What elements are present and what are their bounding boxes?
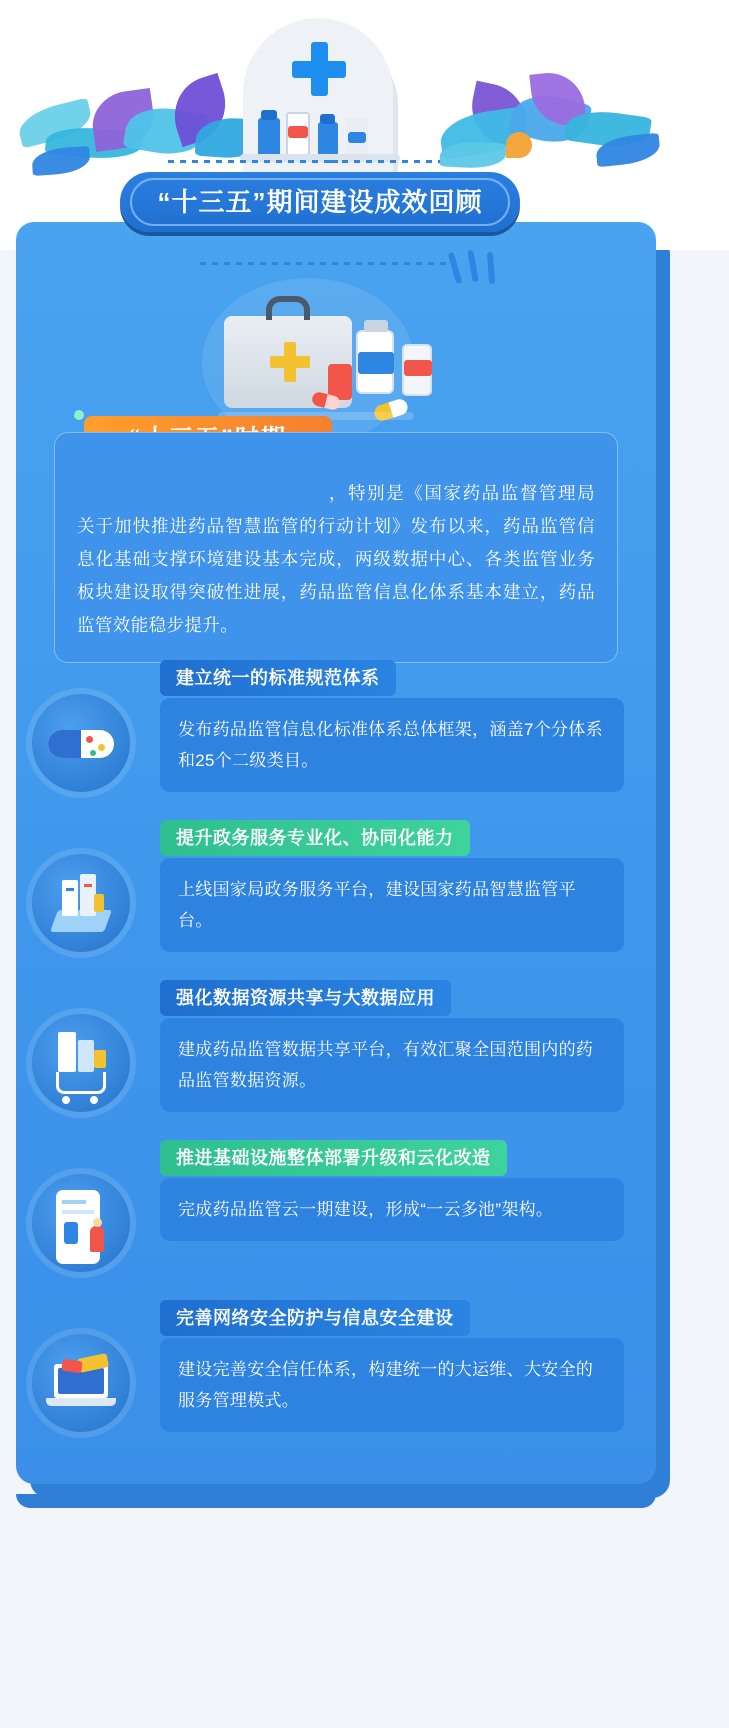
achievement-body: 发布药品监管信息化标准体系总体框架，涵盖7个分体系和25个二级类目。 [160,698,624,792]
orange-accent-shape [506,132,532,158]
achievement-body: 上线国家局政务服务平台，建设国家药品智慧监管平台。 [160,858,624,952]
achievement-title: 强化数据资源共享与大数据应用 [160,980,451,1016]
achievement-title: 提升政务服务专业化、协同化能力 [160,820,470,856]
page-title: “十三五”期间建设成效回顾 [157,187,483,217]
achievement-body: 建成药品监管数据共享平台，有效汇聚全国范围内的药品监管数据资源。 [160,1018,624,1112]
capsule-icon [32,694,130,792]
intro-text: ，特别是《国家药品监督管理局关于加快推进药品智慧监管的行动计划》发布以来，药品监管信息化基础支撑环境建设基本完成，两级数据中心、各类监管业务板块建设取得突破性进展，药品监管信息化体系基本建立，药品监管效能稳步提升。 [77,483,595,635]
cloud-mobile-icon [32,1174,130,1272]
dotted-line-top-left [168,160,338,163]
bottle-icon [258,118,280,156]
bottle-label [288,126,308,138]
bottle-cap [320,114,335,124]
achievement-title: 完善网络安全防护与信息安全建设 [160,1300,470,1336]
bottle-icon [318,122,338,156]
panel-bottom-bar [16,1494,656,1508]
bottle-label [348,132,366,143]
bottle-cap [261,110,277,120]
service-platform-icon [32,854,130,952]
bottle-label [358,352,394,374]
bottle-cap [364,320,388,332]
badge-dot-decoration [74,410,84,420]
bottle-label [404,360,432,376]
achievement-title: 推进基础设施整体部署升级和云化改造 [160,1140,507,1176]
achievement-body: 建设完善安全信任体系，构建统一的大运维、大安全的服务管理模式。 [160,1338,624,1432]
laptop-security-icon [32,1334,130,1432]
achievement-title: 建立统一的标准规范体系 [160,660,396,696]
kit-handle [266,296,310,320]
title-ribbon [0,172,729,272]
achievement-body: 完成药品监管云一期建设，形成“一云多池”架构。 [160,1178,624,1241]
kit-cross-icon [270,342,310,382]
data-share-icon [32,1014,130,1112]
intro-card [54,432,618,663]
dotted-line-top-right [330,160,440,163]
medical-cross-icon [292,42,346,96]
